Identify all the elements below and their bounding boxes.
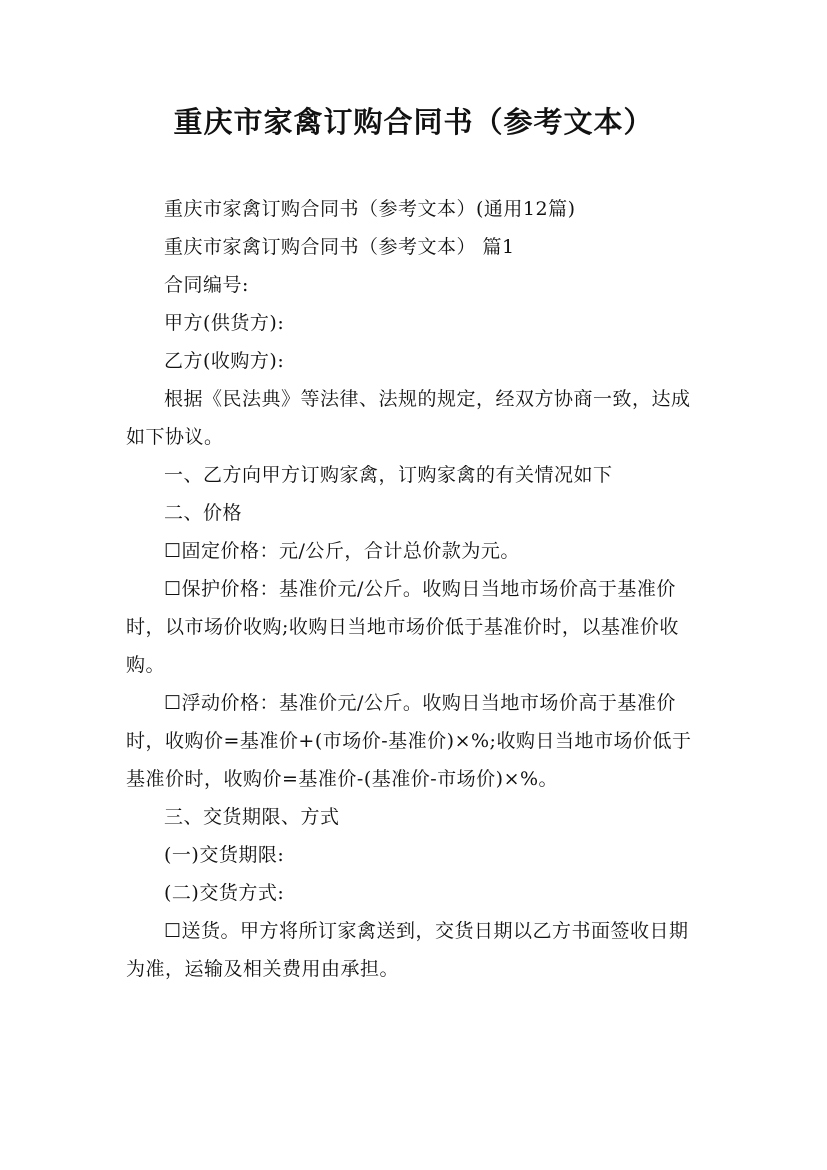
document-body — [126, 190, 706, 988]
paragraph-subtitle: 重庆市家禽订购合同书（参考文本）(通用12篇) — [164, 198, 576, 220]
paragraph-delivery-option: ☐送货。甲方将所订家禽送到，交货日期以乙方书面签收日期为准，运输及相关费用由承担。 — [126, 920, 689, 980]
paragraph-party-a: 甲方(供货方): — [164, 312, 285, 334]
paragraph-party-b: 乙方(收购方): — [164, 350, 285, 372]
paragraph-clause-2: 二、价格 — [164, 502, 243, 524]
paragraph-section-heading: 重庆市家禽订购合同书（参考文本） 篇1 — [164, 236, 515, 258]
document-title: 重庆市家禽订购合同书（参考文本） — [173, 105, 654, 139]
paragraph-fixed-price: ☐固定价格：元/公斤，合计总价款为元。 — [164, 540, 520, 562]
paragraph-clause-3: 三、交货期限、方式 — [164, 806, 340, 828]
paragraph-floating-price: ☐浮动价格：基准价元/公斤。收购日当地市场价高于基准价时，收购价=基准价+(市场价-基准价)×%;收购日当地市场价低于基准价时，收购价=基准价-(基准价-市场价)×%。 — [126, 692, 692, 790]
paragraph-protected-price: ☐保护价格：基准价元/公斤。收购日当地市场价高于基准价时，以市场价收购;收购日当地市场价低于基准价时，以基准价收购。 — [126, 578, 679, 676]
paragraph-contract-number: 合同编号: — [164, 274, 249, 296]
paragraph-delivery-period: (一)交货期限: — [164, 844, 285, 866]
paragraph-delivery-method: (二)交货方式: — [164, 882, 285, 904]
paragraph-preamble: 根据《民法典》等法律、法规的规定，经双方协商一致，达成如下协议。 — [126, 388, 691, 448]
paragraph-clause-1: 一、乙方向甲方订购家禽，订购家禽的有关情况如下 — [164, 464, 613, 486]
